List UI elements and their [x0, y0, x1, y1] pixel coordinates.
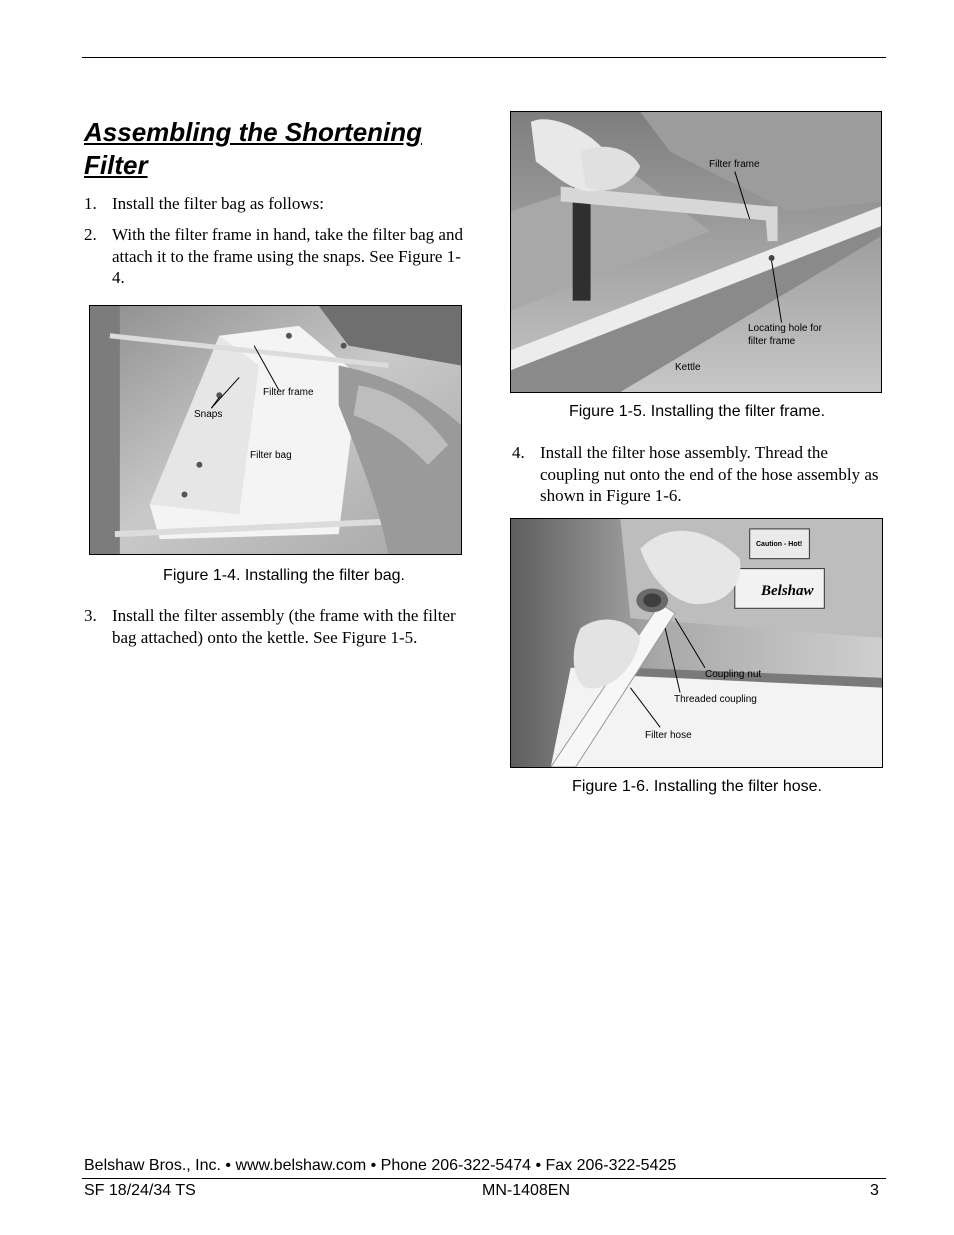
figure-1-4-caption: Figure 1-4. Installing the filter bag. [163, 567, 405, 584]
step-1 [84, 193, 464, 215]
page-number: 3 [870, 1182, 879, 1199]
label-filter-bag: Filter bag [250, 450, 292, 461]
figure-1-5-caption: Figure 1-5. Installing the filter frame. [568, 403, 826, 420]
caution-sticker: Caution - Hot! [756, 541, 803, 548]
step-number: 4. [512, 443, 525, 462]
step-number: 2. [84, 225, 97, 244]
label-kettle: Kettle [675, 362, 701, 373]
label-filter-hose: Filter hose [645, 730, 692, 741]
filter-frame-photo [511, 112, 881, 392]
footer-rule [82, 1178, 886, 1179]
step-2 [84, 224, 464, 289]
footer-doc-number: MN-1408EN [482, 1182, 571, 1199]
section-heading: Assembling the Shortening Filter [84, 117, 423, 180]
figure-1-4-photo [89, 305, 462, 555]
label-locating-hole-line2: filter frame [748, 336, 796, 347]
step-3 [84, 605, 464, 648]
header-rule [82, 57, 886, 58]
figure-1-6-photo [510, 518, 883, 768]
label-threaded-coupling: Threaded coupling [674, 694, 757, 705]
step-number: 3. [84, 606, 97, 625]
footer-model: SF 18/24/34 TS [84, 1182, 196, 1199]
filter-bag-photo [90, 306, 461, 554]
label-snaps: Snaps [194, 409, 223, 420]
label-coupling-nut: Coupling nut [705, 669, 762, 680]
figure-1-5-photo [510, 111, 882, 393]
step-text: Install the filter bag as follows: [112, 194, 324, 213]
label-locating-hole-line1: Locating hole for [748, 323, 822, 334]
step-text: Install the filter assembly (the frame with the filter bag attached) onto the kettle. See Figure 1-5. [112, 606, 456, 647]
label-filter-frame: Filter frame [709, 159, 760, 170]
step-number: 1. [84, 194, 97, 213]
label-filter-frame: Filter frame [263, 387, 314, 398]
step-text: With the filter frame in hand, take the filter bag and attach it to the frame using the snaps. See Figure 1-4. [112, 225, 463, 287]
step-text: Install the filter hose assembly. Thread the coupling nut onto the end of the hose assembly as shown in Figure 1-6. [540, 443, 879, 505]
belshaw-logo: Belshaw [761, 583, 814, 599]
figure-1-6-caption: Figure 1-6. Installing the filter hose. [572, 778, 822, 795]
footer-contact: Belshaw Bros., Inc. • www.belshaw.com • Phone 206-322-5474 • Fax 206-322-5425 [84, 1157, 677, 1174]
step-4 [512, 442, 884, 507]
filter-hose-photo [511, 519, 882, 767]
